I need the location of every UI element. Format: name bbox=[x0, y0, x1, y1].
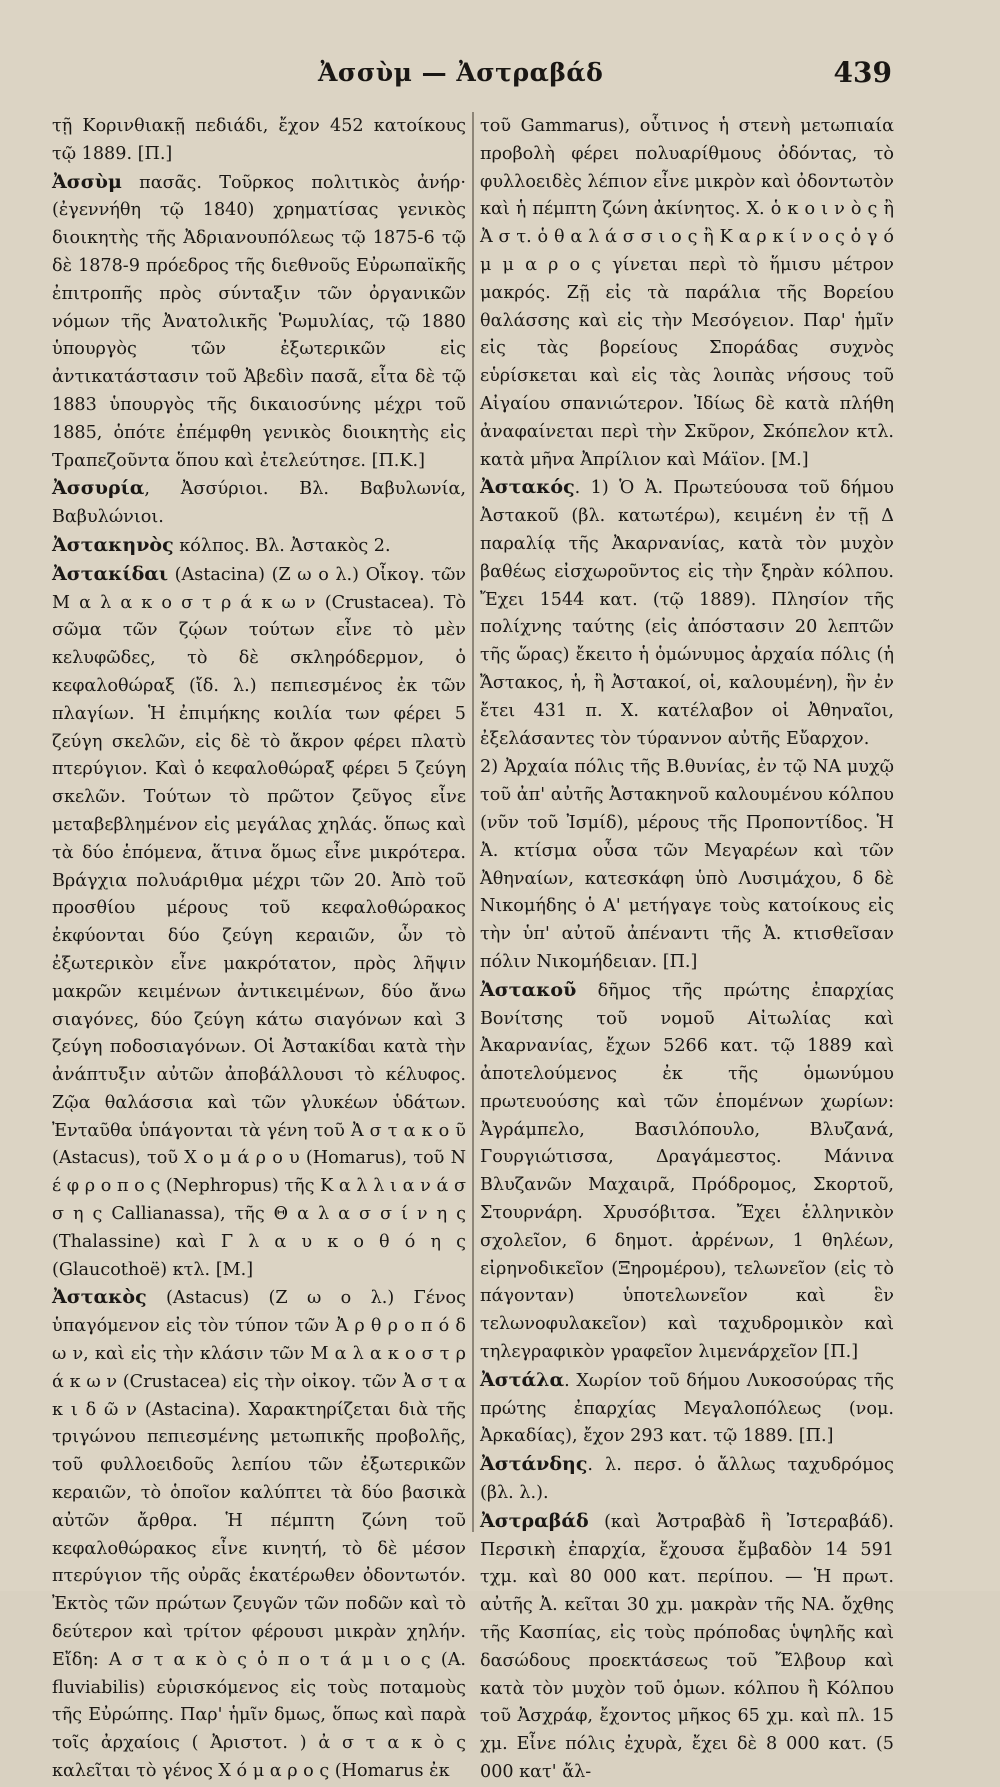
entry-headword: Ἀστραβάδ bbox=[480, 1509, 589, 1532]
entry-text: τοῦ Gammarus), οὗτινος ἡ στενὴ μετωπιαία προβολὴ φέρει πολυαρίθμους ὀδόντας, τὸ φυλλοειδὲς λέπιον εἶνε μικρὸν καὶ ὀδοντωτὸν καὶ ἡ πέμπτη ζώνη ἀκίνητος. Χ. ὁ κ ο ι ν ὸ ς ἢ Ἀ σ τ. ὁ θ α λ ά σ σ ι ο ς ἢ Κ α ρ κ ί ν ο ς ὁ γ ό μ μ α ρ ο ς γίνεται περὶ τὸ ἥμισυ μέτρον μακρός. Ζῇ εἰς τὰ παράλια τῆς Βορείου θαλάσσης καὶ εἰς τὴν Μεσόγειον. Παρ' ἡμῖν εἰς τὰς βορείους Σποράδας συχνὸς εὑρίσκεται καὶ εἰς τὰς λοιπὰς νήσους τοῦ Αἰγαίου σπανιώτερον. Ἰδίως δὲ κατὰ πλήθη ἀναφαίνεται περὶ τὴν Σκῦρον, Σκόπελον κτλ. κατὰ μῆνα Ἀπρίλιον καὶ Μάϊον. [Μ.] bbox=[480, 116, 894, 470]
entry-text: 2) Ἀρχαία πόλις τῆς Β.θυνίας, ἐν τῷ ΝΑ μυχῷ τοῦ ἀπ' αὐτῆς Ἀστακηνοῦ καλουμένου κόλπου (νῦν τοῦ Ἰσμίδ), μέρους τῆς Προποντίδος. Ἡ Ἀ. κτίσμα οὖσα τῶν Μεγαρέων καὶ τῶν Ἀθηναίων, κατεσκάφη ὑπὸ Λυσιμάχου, δ δὲ Νικομήδης ὁ Α' μετήγαγε τοὺς κατοίκους εἰς τὴν ὑπ' αὐτοῦ ἀπέναντι τῆς Ἀ. κτισθεῖσαν πόλιν Νικομήδειαν. [Π.] bbox=[480, 757, 894, 972]
dictionary-entry bbox=[480, 1508, 894, 1787]
entry-headword: Ἀστακός bbox=[480, 476, 575, 499]
dictionary-entry bbox=[480, 112, 894, 474]
entry-text: κόλπος. Βλ. Ἀστακὸς 2. bbox=[173, 535, 391, 556]
dictionary-entry bbox=[52, 561, 466, 1285]
dictionary-entry bbox=[480, 1367, 894, 1451]
entry-text: , Ἀσσύριοι. Βλ. Βαβυλωνία, Βαβυλώνιοι. bbox=[52, 479, 466, 528]
entry-headword: Ἀστάλα bbox=[480, 1368, 565, 1391]
entry-headword: Ἀσσὺμ bbox=[52, 170, 122, 193]
dictionary-entry bbox=[480, 474, 894, 753]
entry-headword: Ἀστάνδης bbox=[480, 1453, 588, 1476]
entry-text: δῆμος τῆς πρώτης ἐπαρχίας Βονίτσης τοῦ νομοῦ Αἰτωλίας καὶ Ἀκαρνανίας, ἔχων 5266 κατ. τῷ 1889 καὶ ἀποτελούμενος ἐκ τῆς ὁμωνύμου πρωτευούσης καὶ τῶν ἑπομένων χωρίων: Ἀγράμπελο, Βασιλόπουλο, Βλυζανά, Γουργιώτισσα, Δραγάμεστος. Μάνινα Βλυζανῶν Μαχαιρᾶ, Πρόδρομος, Σκορτοῦ, Στουρνάρη. Χρυσόβιτσα. Ἔχει ἑλληνικὸν σχολεῖον, 6 δημοτ. ἀρρένων, 1 θηλέων, εἰρηνοδικεῖον (Ξηρομέρου), τελωνεῖον (εἰς τὸ πάγονταν) ὑποτελωνεῖον καὶ ἓν τελωνοφυλακεῖον) καὶ ταχυδρομικὸν καὶ τηλεγραφικὸν γραφεῖον λιμενάρχεῖον [Π.] bbox=[480, 980, 894, 1363]
entry-text: (καὶ Ἀστραβὰδ ἢ Ἰστεραβάδ). Περσικὴ ἐπαρχία, ἔχουσα ἔμβαδὸν 14 591 τχμ. καὶ 80 000 κατ. περίπου. — Ἡ πρωτ. αὐτῆς Ἀ. κεῖται 30 χμ. μακρὰν τῆς ΝΑ. ὄχθης τῆς Κασπίας, εἰς τοὺς πρόποδας ὑψηλῆς καὶ δασώδους προεκτάσεως τοῦ Ἔλβουρ καὶ κατὰ τὸν μυχὸν τοῦ ὁμων. κόλπου ἢ Κόλπου τοῦ Ἀσχράφ, ἔχοντος μῆκος 65 χμ. καὶ πλ. 15 χμ. Εἶνε πόλις ἐχυρὰ, ἔχει δὲ 8 000 κατ. (5 000 κατ' ἄλ- bbox=[480, 1511, 894, 1783]
entry-headword: Ἀστακίδαι bbox=[52, 562, 169, 585]
dictionary-entry bbox=[52, 112, 466, 169]
entry-text: τῇ Κορινθιακῇ πεδιάδι, ἔχον 452 κατοίκους τῷ 1889. [Π.] bbox=[52, 116, 466, 164]
left-column bbox=[52, 112, 466, 1782]
dictionary-entry bbox=[480, 1451, 894, 1508]
page-number: 439 bbox=[833, 56, 892, 89]
running-header bbox=[0, 58, 1000, 98]
dictionary-entry bbox=[480, 753, 894, 976]
dictionary-entry bbox=[52, 1284, 466, 1785]
dictionary-entry bbox=[52, 475, 466, 532]
right-column bbox=[480, 112, 894, 1783]
entry-text: (Astacus) (Ζ ω ο λ.) Γένος ὑπαγόμενον εἰς τὸν τύπον τῶν Ἀ ρ θ ρ ο π ό δ ω ν, καὶ εἰς τὴν κλάσιν τῶν Μ α λ α κ ο σ τ ρ ά κ ω ν (Crustacea) εἰς τὴν οἰκογ. τῶν Ἀ σ τ α κ ι δ ῶ ν (Astacina). Χαρακτηρίζεται διὰ τῆς τριγώνου πεπιεσμένης μετωπικῆς προβολῆς, τοῦ φυλλοειδοῦς λεπίου τῶν ἐξωτερικῶν κεραιῶν, τὸ ὁποῖον καλύπτει τὰ δύο βασικὰ αὐτῶν ἄρθρα. Ἡ πέμπτη ζώνη τοῦ κεφαλοθώρακος εἶνε κινητή, τὸ δὲ μέσον πτερύγιον τῆς οὐρᾶς ἑκατέρωθεν ὀδοντωτόν. Ἐκτὸς τῶν πρώτων ζευγῶν τῶν ποδῶν καὶ τὸ δεύτερον καὶ τρίτον φέρουσι μικρὰν χηλήν. Εἴδη: Α σ τ α κ ὸ ς ὁ π ο τ ά μ ι ο ς (A. fluviabilis) εὑρισκόμενος εἰς τοὺς ποταμοὺς τῆς Εὐρώπης. Παρ' ἡμῖν δμως, ὅπως καὶ παρὰ τοῖς ἀρχαίοις ( Ἀριστοτ. ) ἀ σ τ α κ ὸ ς καλεῖται τὸ γένος Χ ό μ α ρ ο ς (Homarus ἐκ bbox=[52, 1288, 466, 1782]
entry-headword: Ἀστακοῦ bbox=[480, 978, 577, 1001]
dictionary-entry bbox=[480, 977, 894, 1367]
entry-text: πασᾶς. Τοῦρκος πολιτικὸς ἀνήρ· (ἐγεννήθη τῷ 1840) χρηματίσας γενικὸς διοικητὴς τῆς Ἀδριανουπόλεως τῷ 1875-6 τῷ δὲ 1878-9 πρόεδρος τῆς διεθνοῦς Εὐρωπαϊκῆς ἐπιτροπῆς πρὸς σύνταξιν τῶν ὀργανικῶν νόμων τῆς Ἀνατολικῆς Ῥωμυλίας, τῷ 1880 ὑπουργὸς τῶν ἐξωτερικῶν εἰς ἀντικατάστασιν τοῦ Ἀβεδὶν πασᾶ, εἶτα δὲ τῷ 1883 ὑπουργὸς τῆς δικαιοσύνης μέχρι τοῦ 1885, ὁπότε ἐπέμφθη γενικὸς διοικητὴς εἰς Τραπεζοῦντα ὅπου καὶ ἐτελεύτησε. [Π.Κ.] bbox=[52, 172, 466, 471]
entry-text: . λ. περσ. ὁ ἄλλως ταχυδρόμος (βλ. λ.). bbox=[480, 1455, 894, 1504]
header-title: Ἀσσὺμ — Ἀστραβάδ bbox=[318, 58, 604, 87]
entry-text: . Χωρίον τοῦ δήμου Λυκοσούρας τῆς πρώτης ἐπαρχίας Μεγαλοπόλεως (νομ. Ἀρκαδίας), ἔχον 293 κατ. τῷ 1889. [Π.] bbox=[480, 1370, 894, 1447]
entry-headword: Ἀστακηνὸς bbox=[52, 533, 174, 556]
entry-headword: Ἀσσυρία bbox=[52, 477, 145, 500]
entry-headword: Ἀστακὸς bbox=[52, 1286, 147, 1309]
entry-text: (Astacina) (Ζ ω ο λ.) Οἶκογ. τῶν Μ α λ α κ ο σ τ ρ ά κ ω ν (Crustacea). Τὸ σῶμα τῶν ζῴων τούτων εἶνε τὸ μὲν κελυφῶδες, τὸ δὲ σκληρόδερμον, ὁ κεφαλοθώραξ (ἴδ. λ.) πεπιεσμένος ἐκ τῶν πλαγίων. Ἡ ἐπιμήκης κοιλία των φέρει 5 ζεύγη σκελῶν, εἰς δὲ τὸ ἄκρον φέρει πλατὺ πτερύγιον. Καὶ ὁ κεφαλοθώραξ φέρει 5 ζεύγη σκελῶν. Τούτων τὸ πρῶτον ζεῦγος εἶνε μεταβεβλημένον εἰς μεγάλας χηλάς. ὅπως καὶ τὰ δύο ἑπόμενα, ἅτινα ὅμως εἶνε μικρότερα. Βράγχια πολυάριθμα μέχρι τῶν 20. Ἀπὸ τοῦ προσθίου μέρους τοῦ κεφαλοθώρακος ἐκφύονται δύο ζεύγη κεραιῶν, ὧν τὸ ἐξωτερικὸν εἶνε μακρότατον, πρὸς λῆψιν μακρῶν κειμένων ἀντικειμένων, δύο ἄνω σιαγόνες, δύο ζεύγη κάτω σιαγόνων καὶ 3 ζεύγη ποδοσιαγόνων. Οἱ Ἀστακίδαι κατὰ τὴν ἀνάπτυξιν αὐτῶν ἀποβάλλουσι τὸ κέλυφος. Ζῷα θαλάσσια καὶ τῶν γλυκέων ὑδάτων. Ἐνταῦθα ὑπάγονται τὰ γένη τοῦ Ἀ σ τ α κ ο ῦ (Astacus), τοῦ Χ ο μ ά ρ ο υ (Homarus), τοῦ Ν έ φ ρ ο π ο ς (Nephropus) τῆς Κ α λ λ ι α ν ά σ σ η ς Callianassa), τῆς Θ α λ α σ σ ί ν η ς (Thalassine) καὶ Γ λ α υ κ ο θ ό η ς (Glaucothoë) κτλ. [Μ.] bbox=[52, 564, 466, 1280]
dictionary-entry bbox=[52, 532, 466, 561]
dictionary-entry bbox=[52, 169, 466, 476]
column-divider bbox=[472, 112, 474, 1532]
entry-text: . 1) Ὁ Ἀ. Πρωτεύουσα τοῦ δήμου Ἀστακοῦ (βλ. κατωτέρω), κειμένη ἐν τῇ Δ παραλίᾳ τῆς Ἀκαρνανίας, κατὰ τὸν μυχὸν βαθέως εἰσχωροῦντος εἰς τὴν ξηρὰν κόλπου. Ἔχει 1544 κατ. (τῷ 1889). Πλησίον τῆς πολίχνης ταύτης (εἰς ἀπόστασιν 20 λεπτῶν τῆς ὥρας) ἔκειτο ἡ ὁμώνυμος ἀρχαία πόλις (ἡ Ἄστακος, ἡ, ἢ Ἀστακοί, οἱ, καλουμένη), ἣν ἐν ἔτει 431 π. Χ. κατέλαβον οἱ Ἀθηναῖοι, ἐξελάσαντες τὸν τύραννον αὐτῆς Εὔαρχον. bbox=[480, 478, 894, 749]
